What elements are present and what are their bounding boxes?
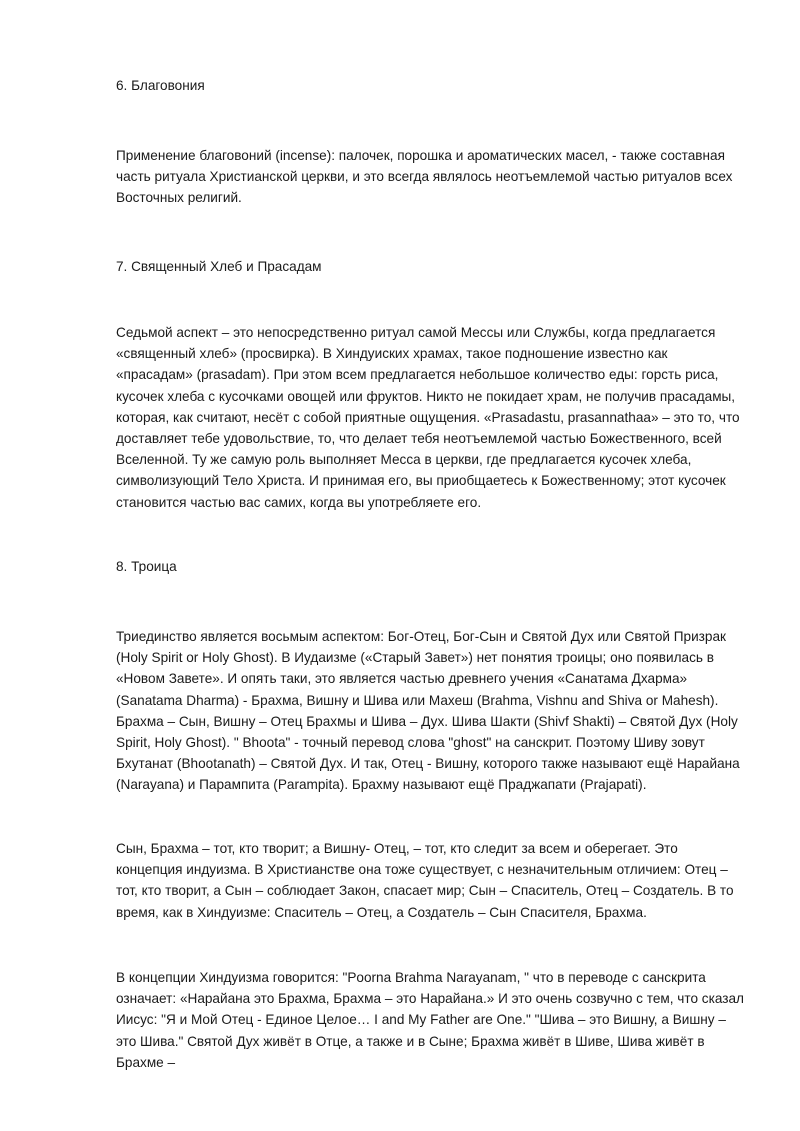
- section-heading-incense: 6. Благовония: [116, 78, 205, 93]
- paragraph-incense: Применение благовоний (incense): палочек, порошка и ароматических масел, - также составная часть ритуала Христианской церкви, и это всегда являлось неотъемлемой частью ритуалов всех Восточных религий.: [116, 148, 733, 206]
- paragraph-trinity-2: Сын, Брахма – тот, кто творит; а Вишну- Отец, – тот, кто следит за всем и оберегает. Это концепция индуизма. В Христианстве она тоже существует, с незначительным отличием: Отец – тот, кто творит, а Сын – соблюдает Закон, спасает мир; Сын – Спаситель, Отец – Создатель. В то время, как в Хиндуизме: Спаситель – Отец, а Создатель – Сын Спасителя, Брахма.: [116, 841, 734, 920]
- paragraph-trinity-1: Триединство является восьмым аспектом: Бог-Отец, Бог-Сын и Святой Дух или Святой Призрак (Holy Spirit or Holy Ghost). В Иудаизме («Старый Завет») нет понятия троицы; оно появилась в «Новом Завете». И опять таки, это является частью древнего учения «Санатама Дхарма» (Sanatama Dharma) - Брахма, Вишну и Шива или Махеш (Brahma, Vishnu and Shiva or Mahesh). Брахма – Сын, Вишну – Отец Брахмы и Шива – Дух. Шива Шакти (Shivf Shakti) – Святой Дух (Holy Spirit, Holy Ghost). " Bhoota" - точный перевод слова "ghost" на санскрит. Поэтому Шиву зовут Бхутанат (Bhootanath) – Святой Дух. И так, Отец - Вишну, которого также называют ещё Нарайана (Narayana) и Парампита (Parampita). Брахму называют ещё Праджапати (Prajapati).: [116, 629, 740, 793]
- section-heading-prasadam: 7. Священный Хлеб и Прасадам: [116, 259, 322, 274]
- paragraph-prasadam: Седьмой аспект – это непосредственно ритуал самой Мессы или Службы, когда предлагается «священный хлеб» (просвирка). В Хиндуиских храмах, такое подношение известно как «прасадам» (prasadam). При этом всем предлагается небольшое количество еды: горсть риса, кусочек хлеба с кусочками овощей или фруктов. Никто не покидает храм, не получив прасадамы, которая, как считают, несёт с собой приятные ощущения. «Prasadastu, prasannathaa» – это то, что доставляет тебе удовольствие, то, что делает тебя неотъемлемой частью Божественного, всей Вселенной. Ту же самую роль выполняет Месса в церкви, где предлагается кусочек хлеба, символизующий Тело Христа. И принимая его, вы приобщаетесь к Божественному; этот кусочек становится частью вас самих, когда вы употребляете его.: [116, 325, 740, 510]
- section-heading-trinity: 8. Троица: [116, 559, 177, 574]
- paragraph-trinity-3: В концепции Хиндуизма говорится: "Poorna Brahma Narayanam, " что в переводе с санскрита означает: «Нарайана это Брахма, Брахма – это Нарайана.» И это очень созвучно с тем, что сказал Иисус: "Я и Мой Отец - Единое Целое… I and My Father are One." "Шива – это Вишну, а Вишну – это Шива." Святой Дух живёт в Отце, а также и в Сыне; Брахма живёт в Шиве, Шива живёт в Брахме –: [116, 970, 744, 1070]
